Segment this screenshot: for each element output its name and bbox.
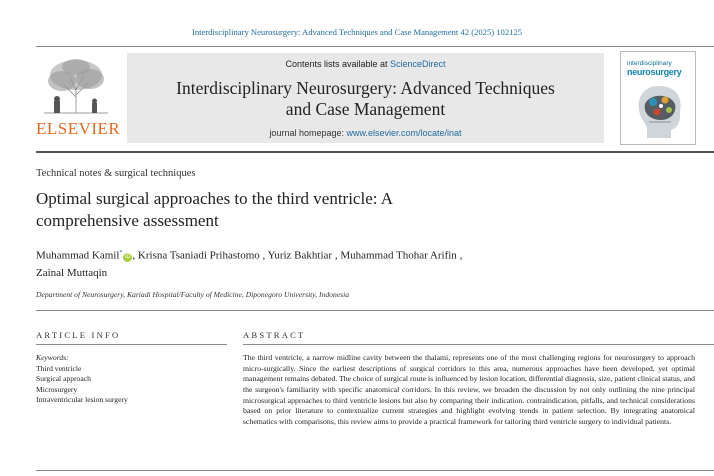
journal-title [127,78,604,120]
affiliation: Department of Neurosurgery, Kariadi Hospital/Faculty of Medicine, Diponegoro University, Indonesia [36,290,349,299]
journal-title-line2: and Case Management [285,99,446,119]
homepage-line [127,128,604,138]
keywords-block [36,353,128,406]
author-separator: , [262,249,268,262]
contents-line [127,59,604,69]
article-info-rule [36,344,227,345]
cover-title-line1: interdisciplinary [627,60,672,67]
author-4[interactable]: Muhammad Thohar Arifin [340,249,457,262]
author-separator: , [334,249,341,262]
keyword-item: Surgical approach [36,374,91,384]
keywords-label: Keywords: [36,353,69,362]
journal-citation[interactable]: Interdisciplinary Neurosurgery: Advanced Techniques and Case Management 42 (2025) 102125 [191,27,523,37]
elsevier-tree-icon [40,57,112,115]
contents-prefix: Contents lists available at [285,59,391,69]
journal-cover[interactable] [620,51,696,145]
paper-title-line2: comprehensive assessment [36,211,219,230]
abstract-text: The third ventricle, a narrow midline cavity between the thalami, represents one of the most challenging regions for neurosurgery to approach micro-surgically. Since the earliest descriptions of surgical corridors to this area, numerous approaches have been developed, yet optimal management remains debated. The choice of surgical route is influenced by lesion location, differential diagnosis, size, patient clinical status, and the surgeon's familiarity with specific anatomical corridors. In this review, we broaden the discussion by not only outlining the nine principal microsurgical approaches to third ventricle lesions but also by comparing their indication. contraindication, pitfalls, and technical considerations based on prior literature to contextualize current strategies and highlight evolving trends in patient selection. By integrating anatomical schematics with comparisons, this review aims to provide a practical framework for tailoring third ventricle surgery to individual patients. [243,353,695,426]
abstract-heading: ABSTRACT [243,330,306,340]
sciencedirect-link[interactable]: ScienceDirect [390,59,446,69]
orcid-icon[interactable]: iD [125,253,131,260]
elsevier-wordmark: ELSEVIER [36,119,121,138]
brain-head-cover-art-icon [631,82,687,140]
author-separator: , [459,249,463,262]
author-1[interactable]: Muhammad Kamil [36,249,120,262]
header-divider [36,151,714,153]
homepage-prefix: journal homepage: [269,128,347,138]
corresponding-author-mark[interactable]: * [119,250,123,256]
author-2[interactable]: Krisna Tsaniadi Prihastomo [137,249,260,262]
article-info-heading: ARTICLE INFO [36,330,121,340]
keyword-item: Microsurgery [36,384,78,394]
journal-header-band [127,53,604,143]
abstract-rule [243,344,714,345]
paper-title [36,188,536,232]
article-section: Technical notes & surgical techniques [36,168,196,179]
bottom-divider [36,470,714,471]
author-5[interactable]: Zainal Muttaqin [36,266,108,279]
paper-title-line1: Optimal surgical approaches to the third ventricle: A [36,189,394,208]
elsevier-logo[interactable] [36,53,121,141]
author-list [36,245,676,282]
cover-title-line2: neurosurgery [627,67,682,77]
keyword-item: Third ventricle [36,363,82,373]
affiliation-divider [36,310,714,311]
journal-title-line1: Interdisciplinary Neurosurgery: Advanced Techniques [176,78,555,98]
keyword-item: Intraventricular lesion surgery [36,395,128,405]
author-separator: , [132,249,138,262]
homepage-link[interactable]: www.elsevier.com/locate/inat [346,128,462,138]
author-3[interactable]: Yuriz Bakhtiar [267,249,333,262]
top-divider [36,46,714,47]
